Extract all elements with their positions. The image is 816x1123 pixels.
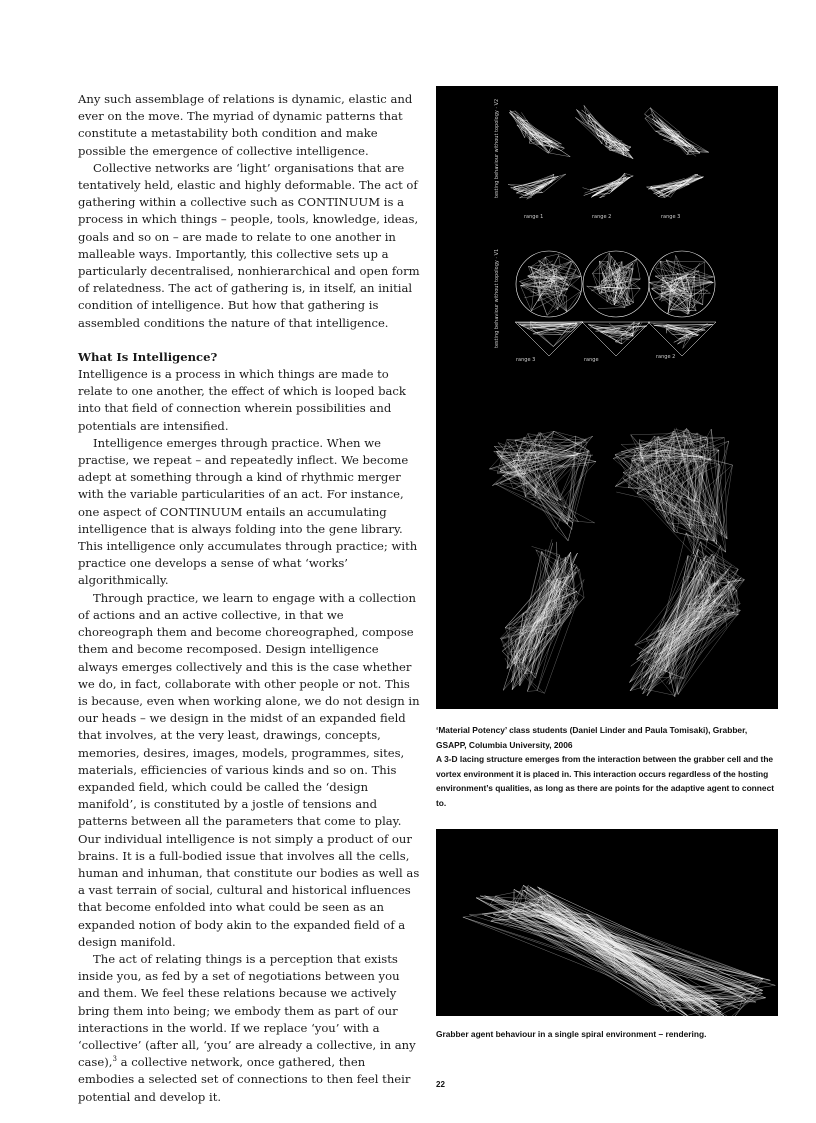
triangle-mesh — [650, 323, 713, 348]
vortex-mesh — [587, 253, 641, 309]
range-label: range 2 — [592, 214, 612, 220]
figure-spiral-rendering — [436, 829, 778, 1016]
lacing-lattice-mesh — [500, 539, 584, 693]
paragraph: Intelligence emerges through practice. When we practise, we repeat – and repeatedly inflect. We become adept at something through a kind of rhythmic merger with the variable particularities of an act. For instance, one aspect of CONTINUUM entails an accumulating intelligence that is always folding into the gene library. This intelligence only accumulates through practice; with practice one develops a sense of what ‘works’ algorithmically. — [78, 435, 418, 588]
paragraph-text: a collective network, once gathered, then embodies a selected set of connections to then feel their potential and develop it. — [78, 1055, 411, 1104]
range-label: range 1 — [524, 214, 544, 220]
footnote-marker[interactable]: 3 — [112, 1055, 117, 1064]
lacing-cluster-mesh — [613, 428, 732, 554]
lacing-band-mesh — [509, 111, 570, 157]
range-label: range 3 — [516, 357, 536, 363]
lacing-band-mesh — [575, 105, 633, 158]
paragraph: Collective networks are ‘light’ organisations that are tentatively held, elastic and highly deformable. The act of gathering within a collective such as CONTINUUM is a process in which things – people, tools, knowledge, ideas, goals and so on – are made to relate to one another in malleable ways. Importantly, this collective sets up a particularly decentralised, nonhierarchical and open form of relatedness. The act of gathering is, in itself, an initial condition of intelligence. But how that gathering is assembled conditions the nature of that intelligence. — [78, 160, 420, 330]
caption-text: Grabber agent behaviour in a single spiral environment – rendering. — [436, 1029, 707, 1039]
lacing-band-mesh — [508, 174, 566, 199]
paragraph: Any such assemblage of relations is dynamic, elastic and ever on the move. The myriad of dynamic patterns that constitute a metastability both condition and make possible the emergence of collective intelligence. — [78, 92, 413, 158]
spiral-band-mesh — [463, 885, 775, 1016]
paragraph-text: The act of relating things is a perception that exists inside you, as fed by a set of negotiations between you and them. We feel these relations because we actively bring them into being; we embody them as part of our interactions in the world. If we replace ‘you’ with a ‘collective’ (after all, ‘you’ are already a collective, in any case), — [78, 951, 416, 1070]
figure-grabber-studies-drawing — [436, 86, 778, 709]
figure-side-label: testing behaviour without topology · V1 — [494, 248, 500, 348]
vortex-outline — [583, 251, 649, 317]
range-label: range 3 — [661, 214, 681, 220]
vortex-mesh — [519, 254, 580, 315]
lacing-lattice-mesh — [629, 533, 744, 697]
caption-description: A 3-D lacing structure emerges from the interaction between the grabber cell and the vortex environment it is placed in. This interaction occurs regardless of the hosting environment’s qualities, as long as there are points for the adaptive agent to connect to. — [436, 754, 775, 808]
triangle-mesh — [588, 322, 646, 344]
paragraph: Through practice, we learn to engage with a collection of actions and an active collective, in that we choreograph them and become choreographed, compose them and become recomposed. Design intelligence always emerges collectively and this is the case whether we do, in fact, collaborate with other people or not. This is because, even when working alone, we do not design in our heads – we design in the midst of an expanded field that involves, at the very least, drawings, concepts, memories, desires, images, models, programmes, sites, materials, efficiencies of various kinds and so on. This expanded field, which could be called the ‘design manifold’, is constituted by a jostle of tensions and patterns between all the parameters that come to play. Our individual intelligence is not simply a product of our brains. It is a full-bodied issue that involves all the cells, human and inhuman, that constitute our bodies as well as a vast terrain of social, cultural and historical influences that become enfolded into what could be seen as an expanded notion of body akin to the expanded field of a design manifold. — [78, 590, 420, 949]
figure-caption — [436, 723, 778, 810]
page-number: 22 — [436, 1080, 445, 1089]
section-heading: What Is Intelligence? — [78, 349, 218, 364]
lacing-band-mesh — [583, 173, 634, 198]
lacing-band-mesh — [647, 174, 704, 198]
body-text-column — [78, 91, 422, 1106]
range-label: range — [584, 357, 599, 363]
figure-grabber-studies — [436, 86, 778, 709]
figure-side-label: testing behaviour without topology · V2 — [494, 98, 500, 198]
triangle-mesh — [516, 322, 582, 347]
paragraph: Intelligence is a process in which things are made to relate to one another, the effect of which is looped back into that field of connection wherein possibilities and potentials are intensified. — [78, 367, 406, 433]
figure-caption — [436, 1027, 778, 1042]
lacing-cluster-mesh — [489, 431, 596, 541]
vortex-mesh — [649, 255, 714, 314]
figure-spiral-rendering-drawing — [436, 829, 778, 1016]
range-label: range 2 — [656, 354, 676, 360]
lacing-band-mesh — [645, 108, 709, 157]
vortex-outline — [649, 251, 715, 317]
caption-credit: ‘Material Potency’ class students (Daniel Linder and Paula Tomisaki), Grabber, GSAPP, Columbia University, 2006 — [436, 725, 748, 750]
paragraph — [78, 951, 422, 1106]
